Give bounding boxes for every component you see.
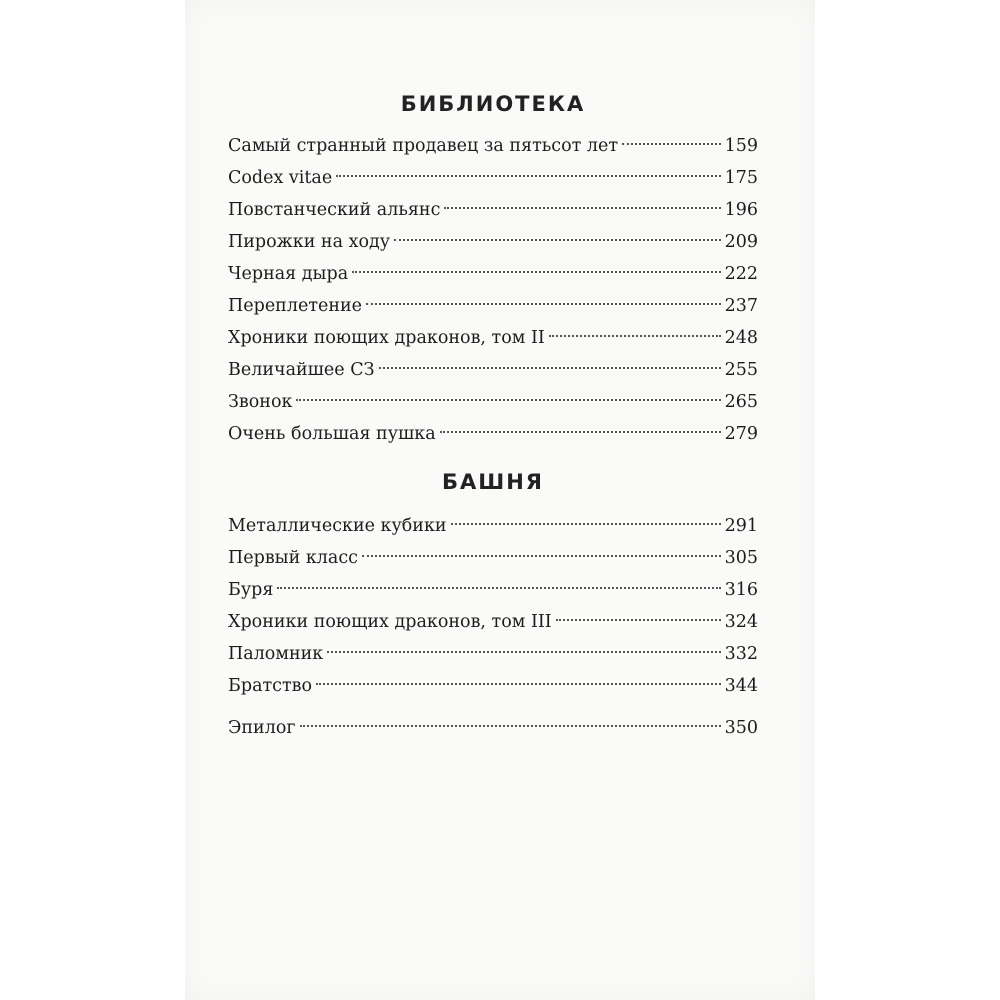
entry-page: 291 xyxy=(724,516,758,536)
entry-title: Буря xyxy=(228,580,274,600)
dot-leader xyxy=(362,555,721,557)
dot-leader xyxy=(451,523,721,525)
dot-leader xyxy=(366,303,721,305)
dot-leader xyxy=(440,431,721,433)
dot-leader xyxy=(300,725,721,727)
dot-leader xyxy=(379,367,721,369)
dot-leader xyxy=(549,335,721,337)
entry-title: Первый класс xyxy=(228,548,358,568)
toc-entry-epilogue xyxy=(228,712,758,744)
entry-title: Очень большая пушка xyxy=(228,424,436,444)
toc-entry xyxy=(228,510,758,542)
entry-title: Величайшее СЗ xyxy=(228,360,375,380)
dot-leader xyxy=(622,143,721,145)
toc-entry xyxy=(228,194,758,226)
entry-page: 209 xyxy=(724,232,758,252)
toc-entry xyxy=(228,130,758,162)
entry-page: 237 xyxy=(724,296,758,316)
entry-page: 265 xyxy=(724,392,758,412)
dot-leader xyxy=(394,239,721,241)
table-of-contents xyxy=(228,90,758,744)
section-title-tower: БАШНЯ xyxy=(442,470,544,494)
entry-page: 305 xyxy=(724,548,758,568)
entry-page: 344 xyxy=(724,676,758,696)
entry-page: 316 xyxy=(724,580,758,600)
entry-page: 196 xyxy=(724,200,758,220)
toc-entry xyxy=(228,354,758,386)
toc-entry xyxy=(228,226,758,258)
dot-leader xyxy=(277,587,720,589)
dot-leader xyxy=(444,207,720,209)
entry-title: Эпилог xyxy=(228,718,296,738)
entry-title: Переплетение xyxy=(228,296,363,316)
entry-title: Повстанческий альянс xyxy=(228,200,441,220)
entry-title: Паломник xyxy=(228,644,324,664)
entry-page: 159 xyxy=(724,136,758,156)
dot-leader xyxy=(352,271,720,273)
toc-entry xyxy=(228,290,758,322)
entry-title: Пирожки на ходу xyxy=(228,232,391,252)
entry-page: 175 xyxy=(724,168,758,188)
toc-entry xyxy=(228,670,758,702)
entry-page: 222 xyxy=(724,264,758,284)
entry-title: Самый странный продавец за пятьсот лет xyxy=(228,136,619,156)
entry-title: Братство xyxy=(228,676,313,696)
dot-leader xyxy=(327,651,720,653)
dot-leader xyxy=(336,175,720,177)
entry-page: 248 xyxy=(724,328,758,348)
entry-page: 324 xyxy=(724,612,758,632)
toc-entry xyxy=(228,418,758,450)
entry-page: 332 xyxy=(724,644,758,664)
entry-title: Хроники поющих драконов, том III xyxy=(228,612,552,632)
entry-title: Codex vitae xyxy=(228,168,333,188)
toc-entry xyxy=(228,606,758,638)
entry-page: 350 xyxy=(724,718,758,738)
dot-leader xyxy=(556,619,721,621)
section-title-library: БИБЛИОТЕКА xyxy=(400,92,586,116)
toc-entry xyxy=(228,258,758,290)
entry-page: 279 xyxy=(724,424,758,444)
book-page xyxy=(185,0,815,1000)
entry-title: Металлические кубики xyxy=(228,516,447,536)
toc-entry xyxy=(228,386,758,418)
entry-page: 255 xyxy=(724,360,758,380)
toc-entry xyxy=(228,638,758,670)
entry-title: Хроники поющих драконов, том II xyxy=(228,328,545,348)
entry-title: Черная дыра xyxy=(228,264,349,284)
entry-title: Звонок xyxy=(228,392,293,412)
toc-entry xyxy=(228,322,758,354)
dot-leader xyxy=(296,399,720,401)
toc-entry xyxy=(228,542,758,574)
toc-entry xyxy=(228,162,758,194)
toc-entry xyxy=(228,574,758,606)
dot-leader xyxy=(316,683,721,685)
